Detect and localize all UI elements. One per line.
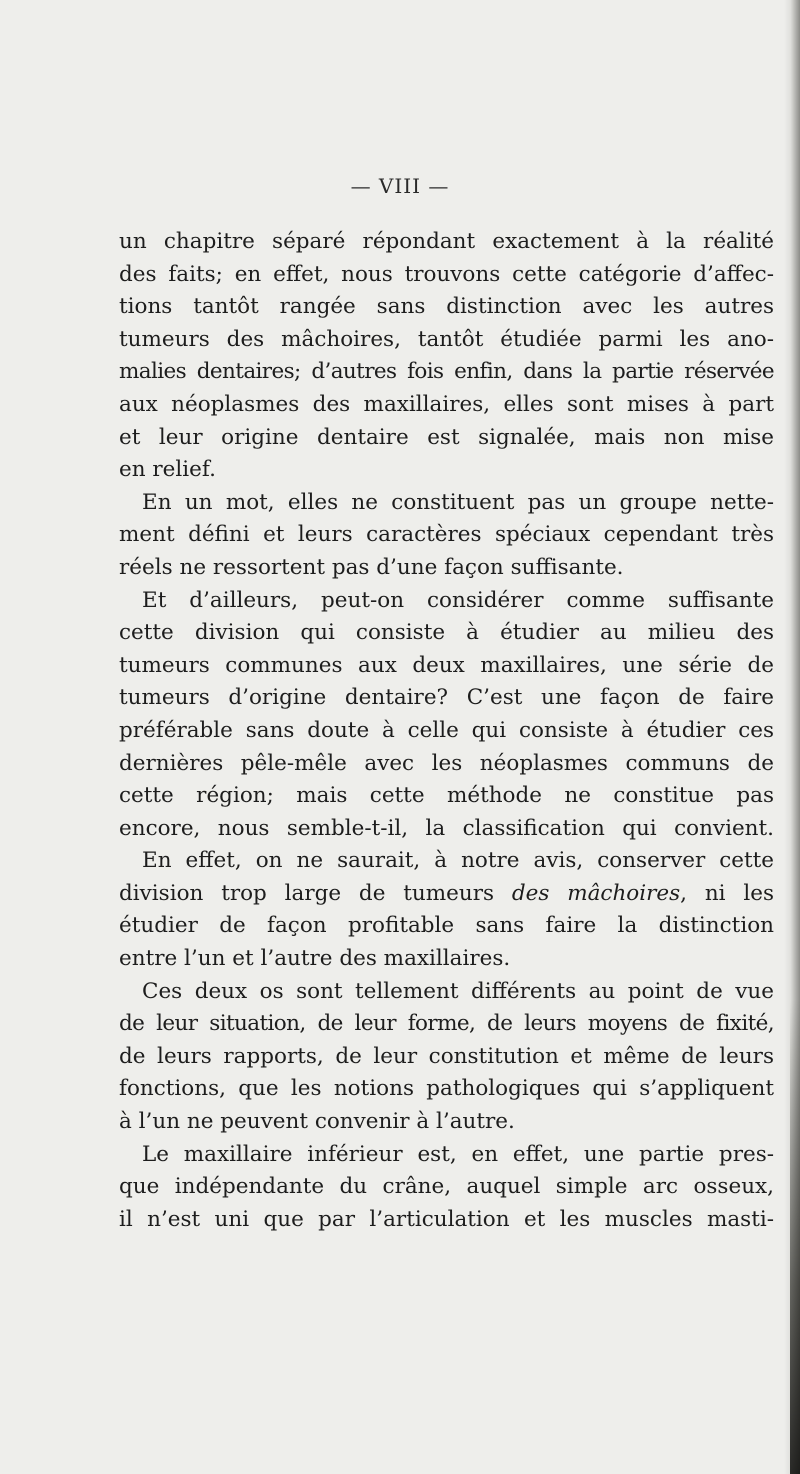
text-line: et leur origine dentaire est signalée, mais non mise [119, 424, 774, 450]
text-line: réels ne ressortent pas d’une façon suffisante. [119, 554, 624, 580]
text-line: malies dentaires; d’autres fois enfin, dans la partie réservée [119, 359, 774, 385]
text-line: Ces deux os sont tellement différents au point de vue [142, 978, 774, 1004]
text-line: En un mot, elles ne constituent pas un groupe nette- [142, 489, 774, 515]
binding-edge [790, 1000, 800, 1474]
text-line: de leurs rapports, de leur constitution et même de leurs [119, 1043, 774, 1069]
text-line: tions tantôt rangée sans distinction avec les autres [119, 294, 774, 320]
text-line: préférable sans doute à celle qui consiste à étudier ces [119, 717, 774, 743]
text-line: en relief. [119, 457, 216, 483]
text-line: En effet, on ne saurait, à notre avis, conserver cette [142, 848, 774, 874]
text-line: étudier de façon profitable sans faire la distinction [119, 913, 774, 939]
text-segment: division trop large de tumeurs [119, 880, 512, 906]
text-line: aux néoplasmes des maxillaires, elles sont mises à part [119, 391, 774, 417]
body-text [119, 226, 774, 1236]
text-line: cette région; mais cette méthode ne constitue pas [119, 783, 774, 809]
text-line: des faits; en effet, nous trouvons cette catégorie d’affec- [119, 261, 774, 287]
text-line: ment défini et leurs caractères spéciaux cependant très [119, 522, 774, 548]
text-line: fonctions, que les notions pathologiques qui s’appliquent [119, 1076, 774, 1102]
text-line: entre l’un et l’autre des maxillaires. [119, 946, 511, 972]
text-line: à l’un ne peuvent convenir à l’autre. [119, 1109, 515, 1135]
italic-phrase: des mâchoires [511, 880, 681, 906]
text-line: un chapitre séparé répondant exactement à la réalité [119, 229, 774, 254]
text-segment: , ni les [680, 880, 775, 906]
text-line: il n’est uni que par l’articulation et les muscles masti- [119, 1206, 774, 1232]
text-line: tumeurs d’origine dentaire? C’est une façon de faire [119, 685, 774, 711]
text-line: tumeurs des mâchoires, tantôt étudiée parmi les ano- [119, 326, 774, 352]
text-line: de leur situation, de leur forme, de leurs moyens de fixité, [119, 1011, 774, 1037]
text-line: cette division qui consiste à étudier au milieu des [119, 620, 774, 646]
text-line: que indépendante du crâne, auquel simple arc osseux, [119, 1174, 774, 1200]
text-line: Et d’ailleurs, peut-on considérer comme suffisante [142, 587, 774, 613]
text-line: tumeurs communes aux deux maxillaires, une série de [119, 652, 774, 678]
text-line: Le maxillaire inférieur est, en effet, une partie pres- [142, 1141, 774, 1167]
text-line: encore, nous semble-t-il, la classification qui convient. [119, 815, 774, 841]
text-line-with-italic [119, 878, 774, 911]
text-line: dernières pêle-mêle avec les néoplasmes communs de [119, 750, 774, 776]
page-number: — VIII — [350, 174, 450, 198]
